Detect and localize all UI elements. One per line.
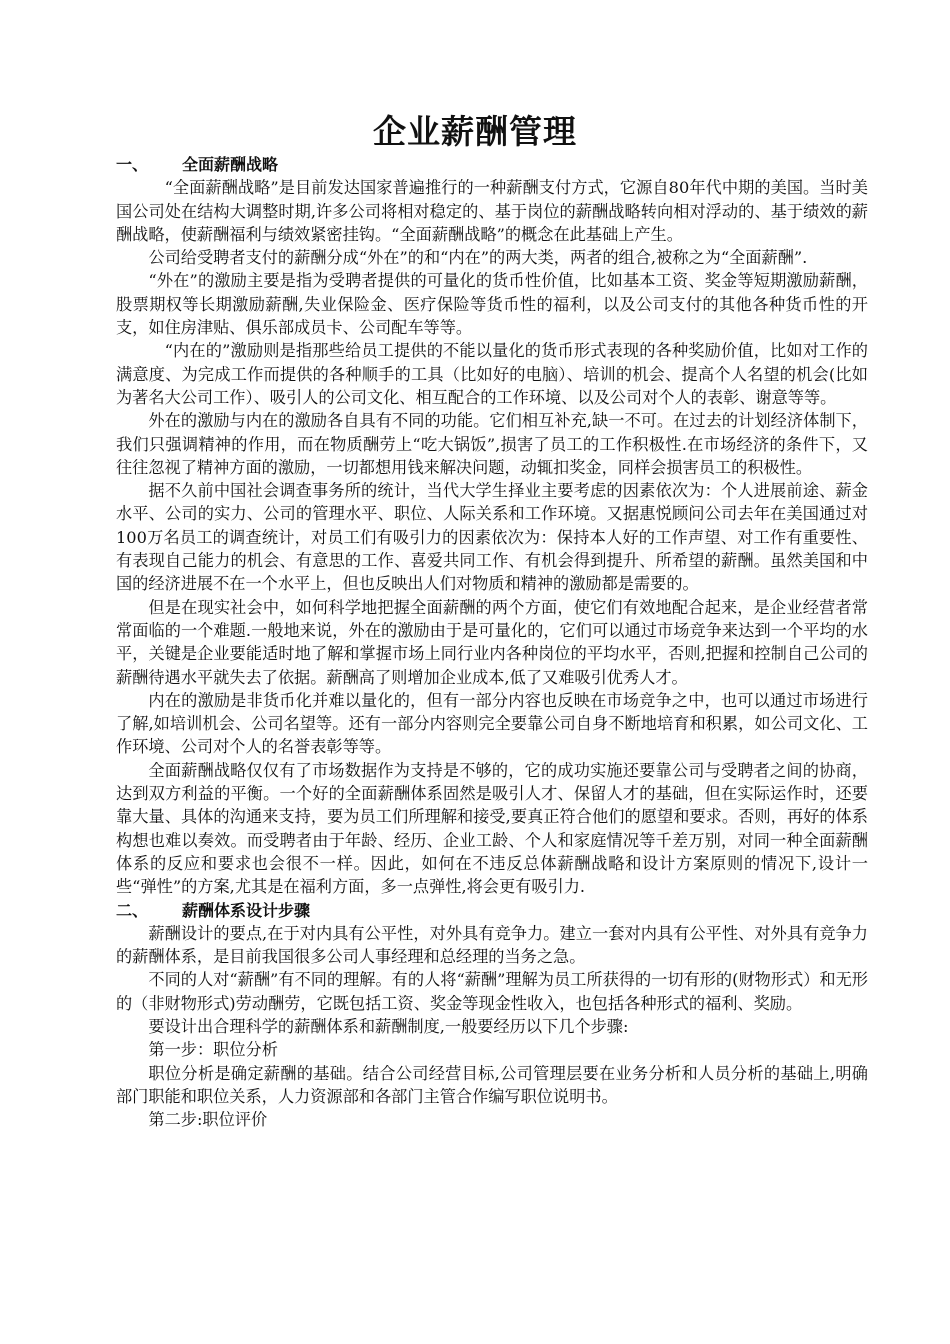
paragraph: 薪酬设计的要点,在于对内具有公平性，对外具有竞争力。建立一套对内具有公平性、对外具有竞争力的薪酬体系，是目前我国很多公司人事经理和总经理的当务之急。: [116, 923, 868, 967]
paragraph: 外在的激励与内在的激励各自具有不同的功能。它们相互补充,缺一不可。在过去的计划经济体制下，我们只强调精神的作用，而在物质酬劳上“吃大锅饭”,损害了员工的工作积极性.在市场经济的条件下，又往往忽视了精神方面的激励，一切都想用钱来解决问题，动辄扣奖金，同样会损害员工的积极性。: [116, 411, 868, 477]
step-heading: 第一步：职位分析: [148, 1040, 278, 1060]
paragraph: “内在的”激励则是指那些给员工提供的不能以量化的货币形式表现的各种奖励价值，比如对工作的满意度、为完成工作而提供的各种顺手的工具（比如好的电脑）、培训的机会、提高个人名望的机会(比如为著名大公司工作）、吸引人的公司文化、相互配合的工作环境、以及公司对个人的表彰、谢意等等。: [116, 341, 868, 407]
section-heading-2: [116, 899, 868, 922]
section-number: 一、: [116, 155, 149, 174]
paragraph: 但是在现实社会中，如何科学地把握全面薪酬的两个方面，使它们有效地配合起来，是企业经营者常常面临的一个难题.一般地来说，外在的激励由于是可量化的，它们可以通过市场竞争来达到一个平均的水平，关键是企业要能适时地了解和掌握市场上同行业内各种岗位的平均水平，否则,把握和控制自己公司的薪酬待遇水平就失去了依据。薪酬高了则增加企业成本,低了又难吸引优秀人才。: [116, 597, 868, 687]
section-heading-1: [116, 153, 868, 176]
paragraph: 公司给受聘者支付的薪酬分成“外在”的和“内在”的两大类，两者的组合,被称之为“全面薪酬”.: [148, 248, 808, 268]
document-title: 企业薪酬管理: [373, 112, 577, 151]
paragraph: “全面薪酬战略”是目前发达国家普遍推行的一种薪酬支付方式，它源自80年代中期的美国。当时美国公司处在结构大调整时期,许多公司将相对稳定的、基于岗位的薪酬战略转向相对浮动的、基于绩效的薪酬战略，使薪酬福利与绩效紧密挂钩。“全面薪酬战略”的概念在此基础上产生。: [116, 178, 868, 244]
paragraph: 内在的激励是非货币化并难以量化的，但有一部分内容也反映在市场竞争之中，也可以通过市场进行了解,如培训机会、公司名望等。还有一部分内容则完全要靠公司自身不断地培育和积累，如公司文化、工作环境、公司对个人的名誉表彰等等。: [116, 690, 868, 757]
section-title: 全面薪酬战略: [182, 155, 279, 174]
paragraph: 据不久前中国社会调查事务所的统计，当代大学生择业主要考虑的因素依次为：个人进展前途、薪金水平、公司的实力、公司的管理水平、职位、人际关系和工作环境。又据惠悦顾问公司去年在美国通过对100万名员工的调查统计，对员工们有吸引力的因素依次为：保持本人好的工作声望、对工作有重要性、有表现自己能力的机会、有意思的工作、喜爱共同工作、有机会得到提升、所希望的薪酬。虽然美国和中国的经济进展不在一个水平上，但也反映出人们对物质和精神的激励都是需要的。: [116, 481, 868, 594]
paragraph: 全面薪酬战略仅仅有了市场数据作为支持是不够的，它的成功实施还要靠公司与受聘者之间的协商，达到双方利益的平衡。一个好的全面薪酬体系固然是吸引人才、保留人才的基础，但在实际运作时，还要靠大量、具体的沟通来支持，要为员工们所理解和接受,要真正符合他们的愿望和要求。否则，再好的体系构想也难以奏效。而受聘者由于年龄、经历、企业工龄、个人和家庭情况等千差万别，对同一种全面薪酬体系的反应和要求也会很不一样。因此，如何在不违反总体薪酬战略和设计方案原则的情况下,设计一些“弹性”的方案,尤其是在福利方面，多一点弹性,将会更有吸引力.: [116, 760, 868, 897]
document-body: [116, 153, 868, 1131]
paragraph: 要设计出合理科学的薪酬体系和薪酬制度,一般要经历以下几个步骤:: [148, 1016, 629, 1036]
section-number: 二、: [116, 900, 149, 920]
step-heading: 第二步:职位评价: [148, 1110, 268, 1130]
paragraph: “外在”的激励主要是指为受聘者提供的可量化的货币性价值，比如基本工资、奖金等短期激励薪酬，股票期权等长期激励薪酬,失业保险金、医疗保险等货币性的福利，以及公司支付的其他各种货币性的开支，如住房津贴、俱乐部成员卡、公司配车等等。: [116, 271, 868, 338]
section-title: 薪酬体系设计步骤: [182, 900, 311, 920]
paragraph: 职位分析是确定薪酬的基础。结合公司经营目标,公司管理层要在业务分析和人员分析的基础上,明确部门职能和职位关系，人力资源部和各部门主管合作编写职位说明书。: [116, 1063, 868, 1106]
paragraph: 不同的人对“薪酬”有不同的理解。有的人将“薪酬”理解为员工所获得的一切有形的(财物形式）和无形的（非财物形式)劳动酬劳，它既包括工资、奖金等现金性收入，也包括各种形式的福利、奖励。: [116, 970, 868, 1013]
